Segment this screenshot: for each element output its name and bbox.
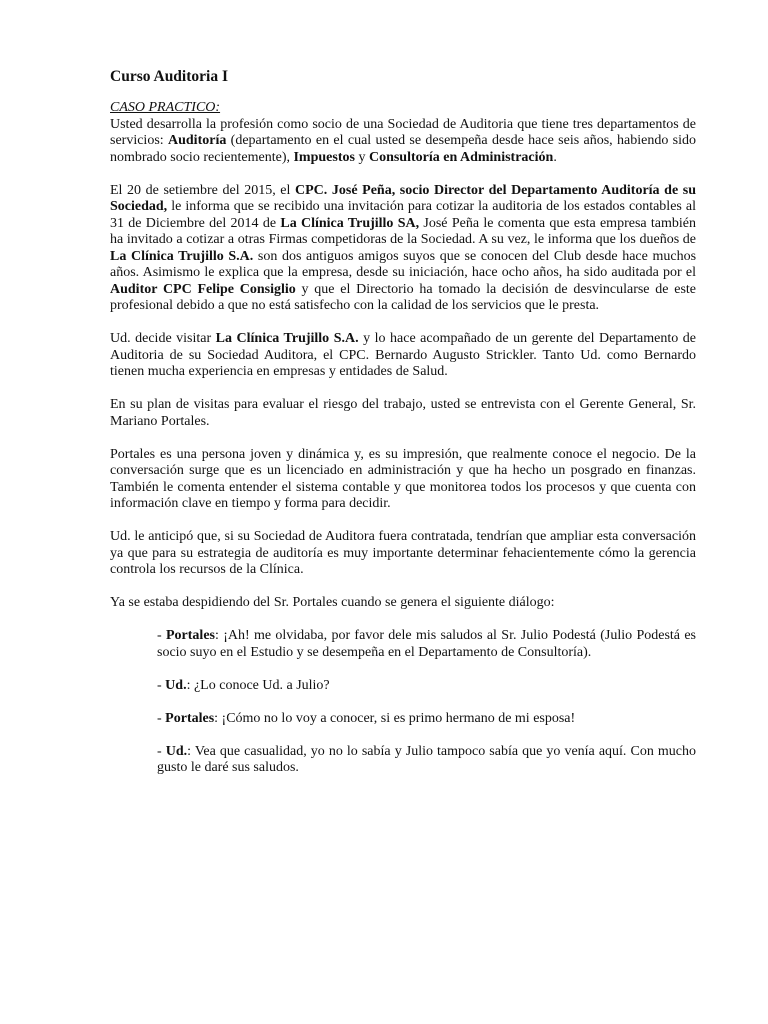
paragraph-portales: Portales es una persona joven y dinámica y, es su impresión, que realmente conoce el negocio. De la conversación surge que es un licenciado en administración y que ha hecho un posgrado en finanzas. También le comenta entender el sistema contable y que monitorea todos los procesos y que cuenta con información clave en tiempo y forma para decidir. (110, 446, 696, 511)
document-title: Curso Auditoria I (110, 68, 228, 85)
paragraph-dialog-intro: Ya se estaba despidiendo del Sr. Portales cuando se genera el siguiente diálogo: (110, 595, 555, 610)
paragraph-interview: En su plan de visitas para evaluar el riesgo del trabajo, usted se entrevista con el Gerente General, Sr. Mariano Portales. (110, 397, 696, 429)
bold-text: La Clínica Trujillo SA, (280, 215, 420, 231)
bold-text: La Clínica Trujillo S.A. (215, 331, 359, 346)
bold-text: Portales (165, 710, 215, 726)
bold-text: Ud. (165, 677, 187, 693)
paragraph-invitation: El 20 de setiembre del 2015, el CPC. José Peña, socio Director del Departamento Auditoría de su Sociedad, le informa que se recibido una invitación para cotizar la auditoria de los estados contables al 31 de Diciembre del 2014 de La Clínica Trujillo SA, José Peña le comenta que esta empresa también ha invitado a cotizar a otras Firmas competidoras de la Sociedad. A su vez, le informa que los dueños de La Clínica Trujillo S.A. son dos antiguos amigos suyos que se conocen del Club desde hace muchos años. Asimismo le explica que la empresa, desde su iniciación, hace ocho años, ha sido auditada por el Auditor CPC Felipe Consiglio y que el Directorio ha tomado la decisión de desvincularse de este profesional debido a que no está satisfecho con la calidad de los servicios que le presta. (110, 182, 697, 313)
bold-text: La Clínica Trujillo S.A. (110, 248, 254, 264)
paragraph-visit: Ud. decide visitar La Clínica Trujillo S.A. y lo hace acompañado de un gerente del Departamento de Auditoria de su Sociedad Auditora, el CPC. Bernardo Augusto Strickler. Tanto Ud. como Bernardo tienen mucha experiencia en empresas y entidades de Salud. (110, 331, 696, 379)
dialog-line-portales-2: - Portales: ¡Cómo no lo voy a conocer, si es primo hermano de mi esposa! (157, 710, 576, 726)
dialog-line-portales-1: - Portales: ¡Ah! me olvidaba, por favor dele mis saludos al Sr. Julio Podestá (Julio Podestá es socio suyo en el Estudio y se desempeña en el Departamento de Consultoría). (157, 628, 696, 660)
bold-text: Auditoría (168, 133, 227, 148)
bold-text: Impuestos (293, 149, 355, 165)
bold-text: Portales (166, 628, 215, 643)
dialog-line-ud-2: - Ud.: Vea que casualidad, yo no lo sabía y Julio tampoco sabía que yo venía aquí. Con mucho gusto le daré sus saludos. (157, 743, 696, 775)
bold-text: Auditor CPC Felipe Consiglio (110, 281, 296, 297)
paragraph-anticipation: Ud. le anticipó que, si su Sociedad de Auditora fuera contratada, tendrían que ampliar esta conversación ya que para su estrategia de auditoría es muy importante determinar fehacientemente cómo la gerencia controla los recursos de la Clínica. (110, 529, 696, 577)
dialog-line-ud-1: - Ud.: ¿Lo conoce Ud. a Julio? (157, 677, 330, 693)
paragraph-intro: Usted desarrolla la profesión como socio de una Sociedad de Auditoria que tiene tres departamentos de servicios: Auditoría (departamento en el cual usted se desempeña desde hace seis años, habiendo sido nombrado socio recientemente), Impuestos y Consultoría en Administración. (110, 116, 696, 165)
bold-text: Ud. (165, 743, 188, 759)
case-label: CASO PRACTICO: (110, 100, 221, 115)
bold-text: Consultoría en Administración (368, 149, 554, 165)
bold-text: CPC. José Peña, socio Director del Departamento Auditoría de su Sociedad, (110, 182, 696, 214)
